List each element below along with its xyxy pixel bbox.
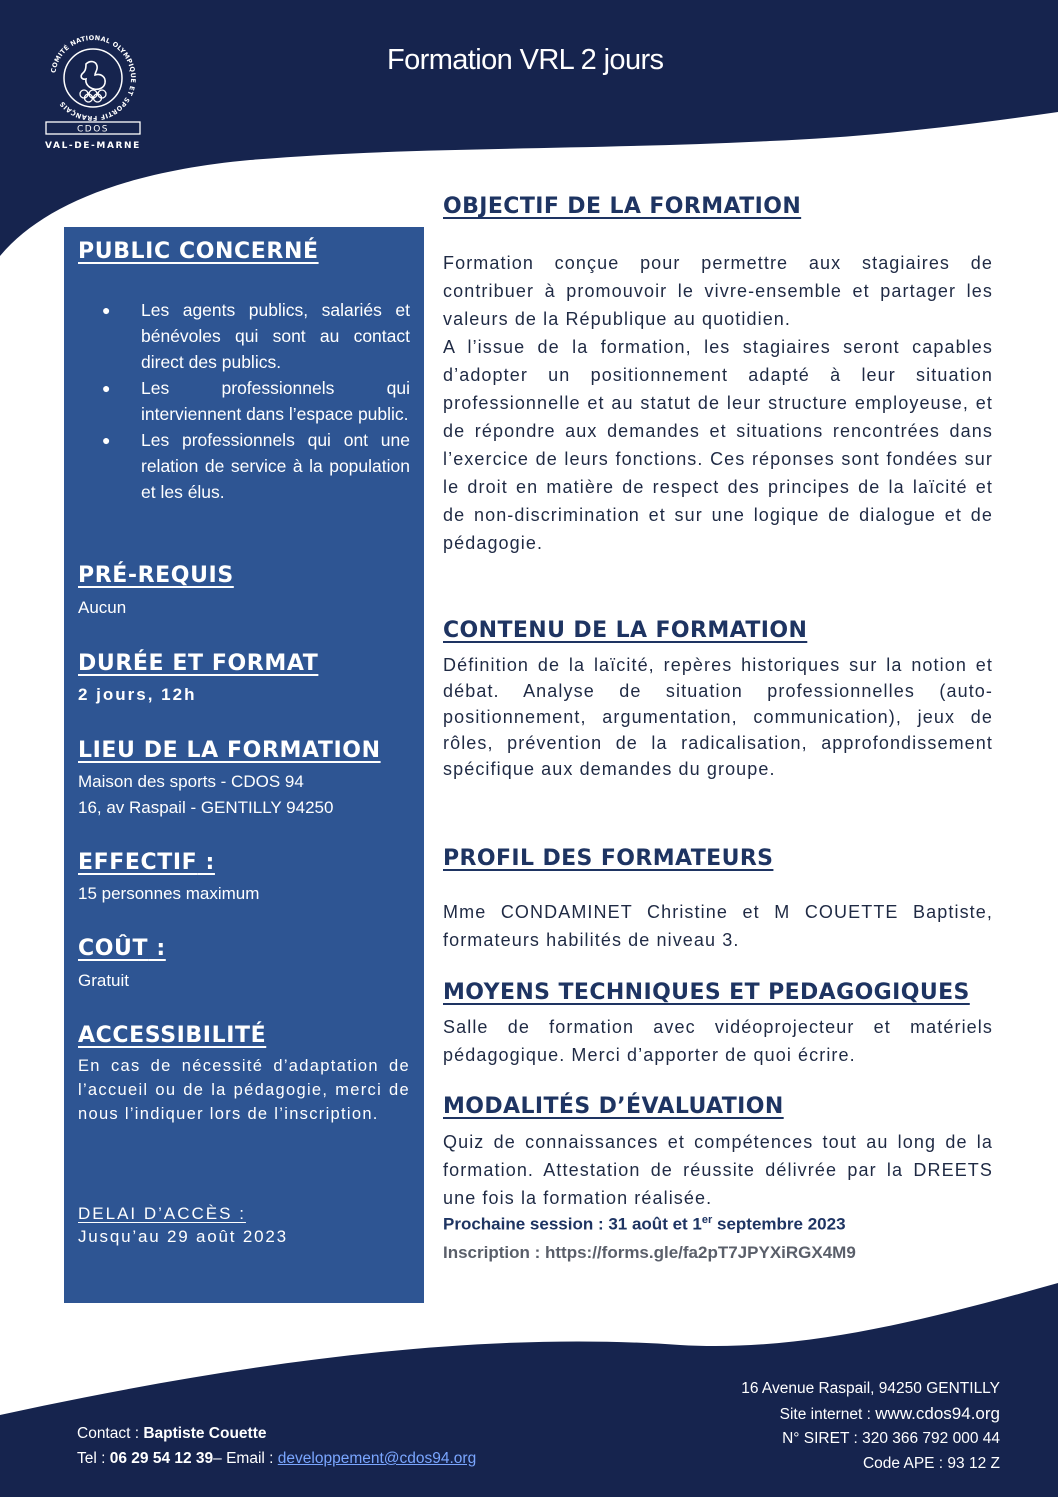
page-title: Formation VRL 2 jours <box>387 44 664 76</box>
logo-region: VAL-DE-MARNE <box>45 141 141 151</box>
list-item: ● Les agents publics, salariés et bénévoles qui sont au contact direct des publics. <box>102 297 410 375</box>
logo-badge: CDOS <box>76 124 110 135</box>
delai-label: DELAI D’ACCÈS : <box>78 1204 246 1223</box>
lieu-line-1: Maison des sports - CDOS 94 <box>78 772 304 791</box>
effectif-heading: EFFECTIF : <box>78 850 215 875</box>
rooster-icon <box>81 62 105 90</box>
list-item: ● Les professionnels qui ont une relation de service à la population et les élus. <box>102 427 410 505</box>
moyens-heading: MOYENS TECHNIQUES ET PEDAGOGIQUES <box>443 980 970 1005</box>
footer-ape: Code APE : 93 12 Z <box>862 1454 1000 1472</box>
profil-text: Mme CONDAMINET Christine et M COUETTE Baptiste, formateurs habilités de niveau 3. <box>443 902 993 950</box>
olympic-rings-icon <box>80 90 106 102</box>
logo-ring-text: COMITÉ NATIONAL OLYMPIQUE ET SPORTIF FRANÇAIS <box>49 33 138 123</box>
profil-heading: PROFIL DES FORMATEURS <box>443 846 774 871</box>
cdos-logo <box>38 28 148 153</box>
contenu-text: Définition de la laïcité, repères historiques sur la notion et débat. Analyse de situation professionnelles (auto-positionnement, argumentation, communication), jeux de rôles, prévention de la radicalisation, approfondissement spécifique aux demandes du groupe. <box>443 655 993 779</box>
public-heading: PUBLIC CONCERNÉ <box>78 239 319 264</box>
footer-address-block <box>741 1377 1000 1476</box>
tel-email-line: Tel : 06 29 54 12 39– Email : developpement@cdos94.org <box>77 1450 477 1467</box>
bullet-icon: ● <box>102 432 111 448</box>
cout-text: Gratuit <box>78 971 130 990</box>
email-link[interactable]: developpement@cdos94.org <box>277 1450 477 1467</box>
bullet-icon: ● <box>102 302 111 318</box>
lieu-heading: LIEU DE LA FORMATION <box>78 738 381 763</box>
objectif-paragraph-1: Formation conçue pour permettre aux stagiaires de contribuer à promouvoir le vivre-ensemble et partager les valeurs de la République au quotidien. <box>443 253 993 329</box>
objectif-paragraph-2: A l’issue de la formation, les stagiaires seront capables d’adopter un positionnement adapté à leur situation professionnelle et au statut de leur structure employeuse, et de répondre aux demandes et situations rencontrées dans l’exercice de leurs fonctions. Ces réponses sont fondées sur le droit en matière de respect des principes de la laïcité et de non-discrimination et sur une logique de dialogue et de pédagogie. <box>443 337 993 553</box>
prerequis-heading: PRÉ-REQUIS <box>78 563 234 588</box>
contenu-heading: CONTENU DE LA FORMATION <box>443 618 808 643</box>
left-info-panel <box>64 227 424 1303</box>
svg-text:COMITÉ NATIONAL OLYMPIQUE ET S <box>49 34 137 122</box>
inscription-link[interactable]: Inscription : https://forms.gle/fa2pT7JPYXiRGX4M9 <box>443 1243 856 1262</box>
footer-siret: N° SIRET : 320 366 792 000 44 <box>782 1430 1000 1447</box>
duree-heading: DURÉE ET FORMAT <box>78 651 319 676</box>
delai-text: Jusqu’au 29 août 2023 <box>78 1227 288 1246</box>
footer-address: 16 Avenue Raspail, 94250 GENTILLY <box>741 1380 1000 1397</box>
duree-text: 2 jours, 12h <box>78 685 197 704</box>
evaluation-heading: MODALITÉS D’ÉVALUATION <box>443 1094 784 1119</box>
cout-heading: COÛT : <box>78 936 166 961</box>
site-link[interactable]: www.cdos94.org <box>875 1403 1000 1423</box>
list-item: ● Les professionnels qui interviennent dans l’espace public. <box>102 375 410 427</box>
footer-contact-block <box>77 1421 476 1471</box>
public-list <box>102 297 410 505</box>
footer-site: Site internet : www.cdos94.org <box>779 1403 1000 1423</box>
accessibilite-heading: ACCESSIBILITÉ <box>78 1023 267 1048</box>
objectif-heading: OBJECTIF DE LA FORMATION <box>443 194 802 219</box>
prerequis-text: Aucun <box>78 598 127 617</box>
evaluation-text: Quiz de connaissances et compétences tout au long de la formation. Attestation de réussite délivrée par la DREETS une fois la formation réalisée. <box>443 1132 993 1208</box>
bullet-icon: ● <box>102 380 111 396</box>
next-session: Prochaine session : 31 août et 1er septembre 2023 <box>443 1214 846 1234</box>
contact-line: Contact : Baptiste Couette <box>77 1425 267 1442</box>
moyens-text: Salle de formation avec vidéoprojecteur et matériels pédagogique. Merci d’apporter de quoi écrire. <box>443 1017 993 1065</box>
accessibilite-text: En cas de nécessité d’adaptation de l’accueil ou de la pédagogie, merci de nous l’indiquer lors de l’inscription. <box>78 1057 410 1123</box>
effectif-text: 15 personnes maximum <box>78 884 260 903</box>
lieu-line-2: 16, av Raspail - GENTILLY 94250 <box>78 798 334 817</box>
